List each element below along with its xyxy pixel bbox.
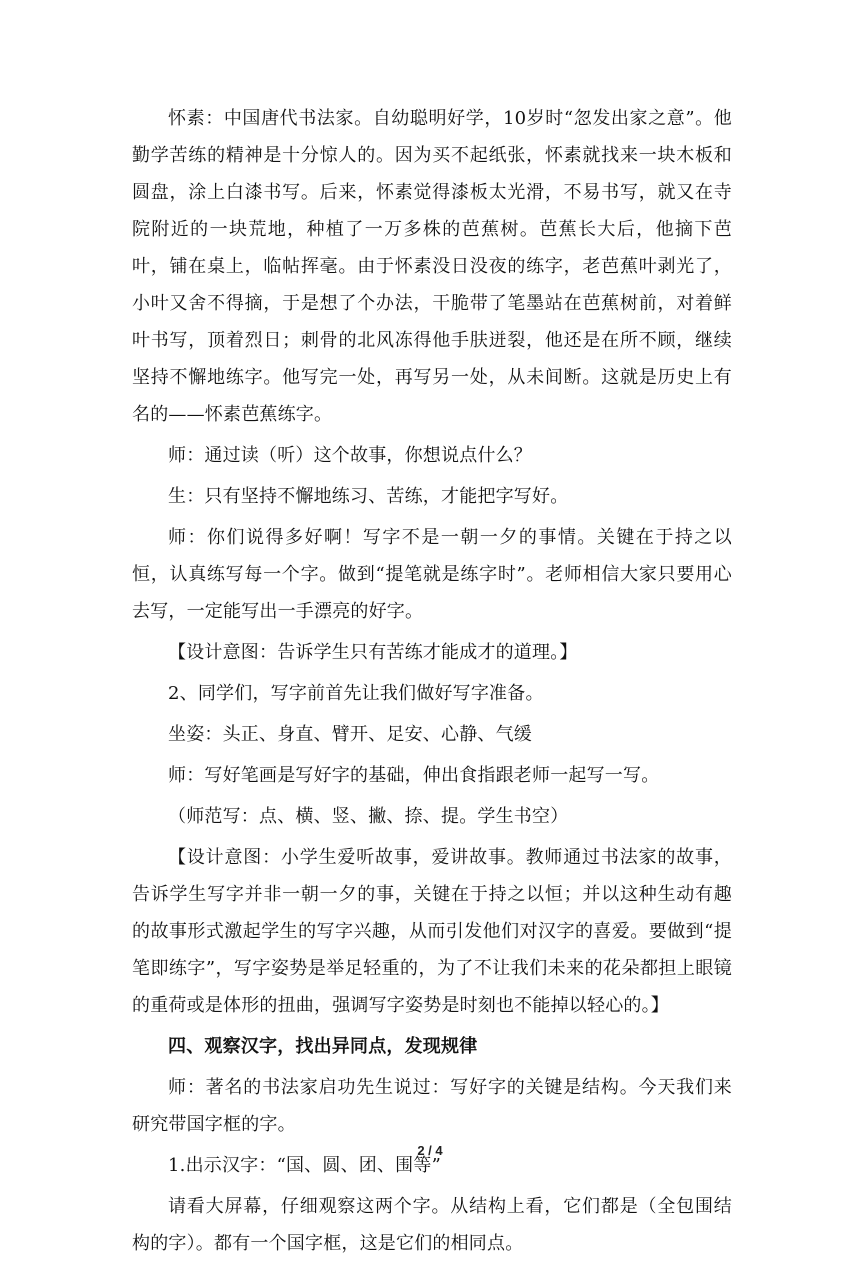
paragraph-writing-prep: 2、同学们，写字前首先让我们做好写字准备。 <box>168 683 544 704</box>
paragraph-posture: 坐姿：头正、身直、臂开、足安、心静、气缓 <box>168 724 532 745</box>
paragraph-teacher-question: 师：通过读（听）这个故事，你想说点什么？ <box>168 445 532 466</box>
paragraph-show-characters: 1.出示汉字：“国、圆、团、围等” <box>168 1155 441 1176</box>
section-heading-observe: 四、观察汉字，找出异同点，发现规律 <box>168 1036 478 1057</box>
document-body <box>132 100 732 1262</box>
paragraph-strokes-intro: 师：写好笔画是写好字的基础，伸出食指跟老师一起写一写。 <box>168 765 660 786</box>
paragraph-strokes-demo: （师范写：点、横、竖、撇、捺、提。学生书空） <box>168 806 569 827</box>
paragraph-observe-screen: 请看大屏幕，仔细观察这两个字。从结构上看，它们都是（全包围结构的字）。都有一个国字框，这是它们的相同点。 <box>132 1196 732 1254</box>
paragraph-huaisu-story: 怀素：中国唐代书法家。自幼聪明好学，10岁时“忽发出家之意”。他勤学苦练的精神是十分惊人的。因为买不起纸张，怀素就找来一块木板和圆盘，涂上白漆书写。后来，怀素觉得漆板太光滑，不易书写，就又在寺院附近的一块荒地，种植了一万多株的芭蕉树。芭蕉长大后，他摘下芭叶，铺在桌上，临帖挥毫。由于怀素没日没夜的练字，老芭蕉叶剥光了，小叶又舍不得摘，于是想了个办法，干脆带了笔墨站在芭蕉树前，对着鲜叶书写，顶着烈日；刺骨的北风冻得他手肤迸裂，他还是在所不顾，继续坚持不懈地练字。他写完一处，再写另一处，从未间断。这就是历史上有名的——怀素芭蕉练字。 <box>132 108 732 425</box>
paragraph-design-intent-1: 【设计意图：告诉学生只有苦练才能成才的道理。】 <box>168 642 578 663</box>
paragraph-student-answer: 生：只有坚持不懈地练习、苦练，才能把字写好。 <box>168 486 569 507</box>
page-number: 2 / 4 <box>417 1143 443 1158</box>
paragraph-structure-key: 师：著名的书法家启功先生说过：写好字的关键是结构。今天我们来研究带国字框的字。 <box>132 1077 732 1135</box>
paragraph-design-intent-2: 【设计意图：小学生爱听故事，爱讲故事。教师通过书法家的故事，告诉学生写字并非一朝一夕的事，关键在于持之以恒；并以这种生动有趣的故事形式激起学生的写字兴趣，从而引发他们对汉字的喜爱。要做到“提笔即练字”，写字姿势是举足轻重的，为了不让我们未来的花朵都担上眼镜的重荷或是体形的扭曲，强调写字姿势是时刻也不能掉以轻心的。】 <box>132 847 732 1016</box>
paragraph-teacher-praise: 师：你们说得多好啊！写字不是一朝一夕的事情。关键在于持之以恒，认真练写每一个字。做到“提笔就是练字时”。老师相信大家只要用心去写，一定能写出一手漂亮的好字。 <box>132 527 732 622</box>
